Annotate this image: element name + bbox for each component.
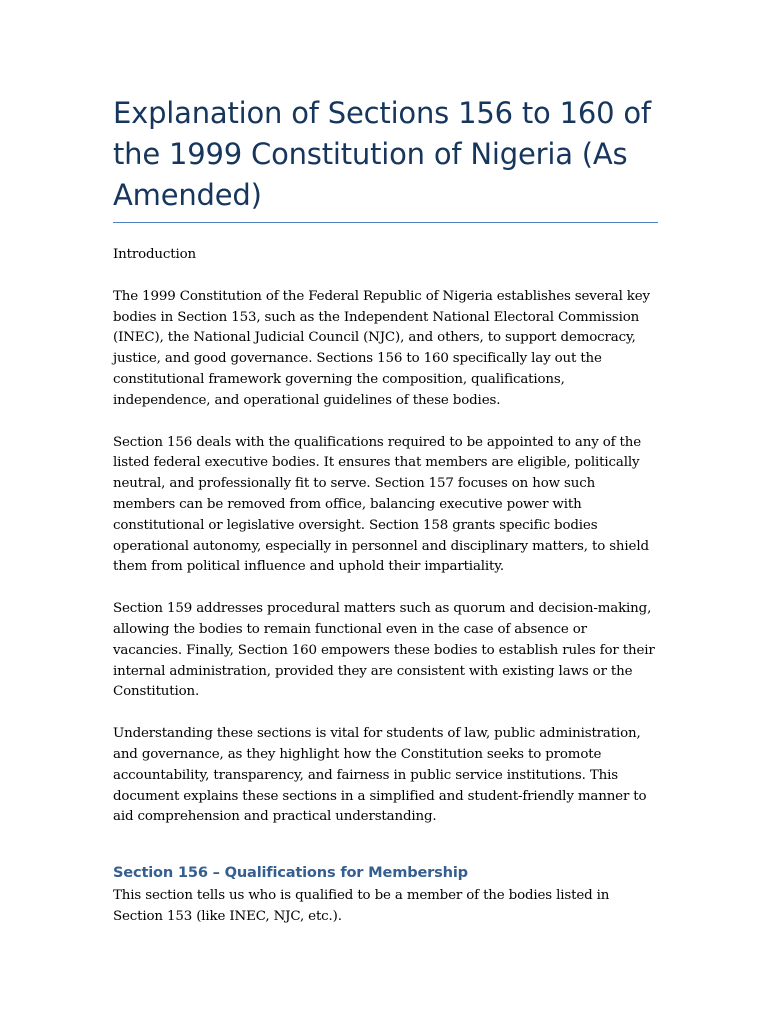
intro-paragraph-4: Understanding these sections is vital for students of law, public administration, and governance, as they highlight how the Constitution seeks to promote accountability, transparency, and fairness in public service institutions. This document explains these sections in a simplified and student-friendly manner to aid comprehension and practical understanding. [113,726,647,825]
document-title: Explanation of Sections 156 to 160 of the 1999 Constitution of Nigeria (As Amended) [113,96,651,212]
intro-paragraph-1: The 1999 Constitution of the Federal Republic of Nigeria establishes several key bodies in Section 153, such as the Independent National Electoral Commission (INEC), the National Judicial Council (NJC), and others, to support democracy, justice, and good governance. Sections 156 to 160 specifically lay out the constitutional framework governing the composition, qualifications, independence, and operational guidelines of these bodies. [113,288,650,408]
document-page [113,93,658,949]
intro-paragraph-3: Section 159 addresses procedural matters such as quorum and decision-making, allowing the bodies to remain functional even in the case of absence or vacancies. Finally, Section 160 empowers these bodies to establish rules for their internal administration, provided they are consistent with existing laws or the Constitution. [113,601,655,700]
section-156-heading: Section 156 – Qualifications for Membership [113,864,468,882]
intro-paragraph-2: Section 156 deals with the qualifications required to be appointed to any of the listed federal executive bodies. It ensures that members are eligible, politically neutral, and professionally fit to serve. Section 157 focuses on how such members can be removed from office, balancing executive power with constitutional or legislative oversight. Section 158 grants specific bodies operational autonomy, especially in personnel and disciplinary matters, to shield them from political influence and uphold their impartiality. [113,434,649,575]
section-156-body: This section tells us who is qualified to be a member of the bodies listed in Section 153 (like INEC, NJC, etc.). [113,888,610,924]
title-divider [113,222,658,223]
introduction-label: Introduction [113,247,197,262]
